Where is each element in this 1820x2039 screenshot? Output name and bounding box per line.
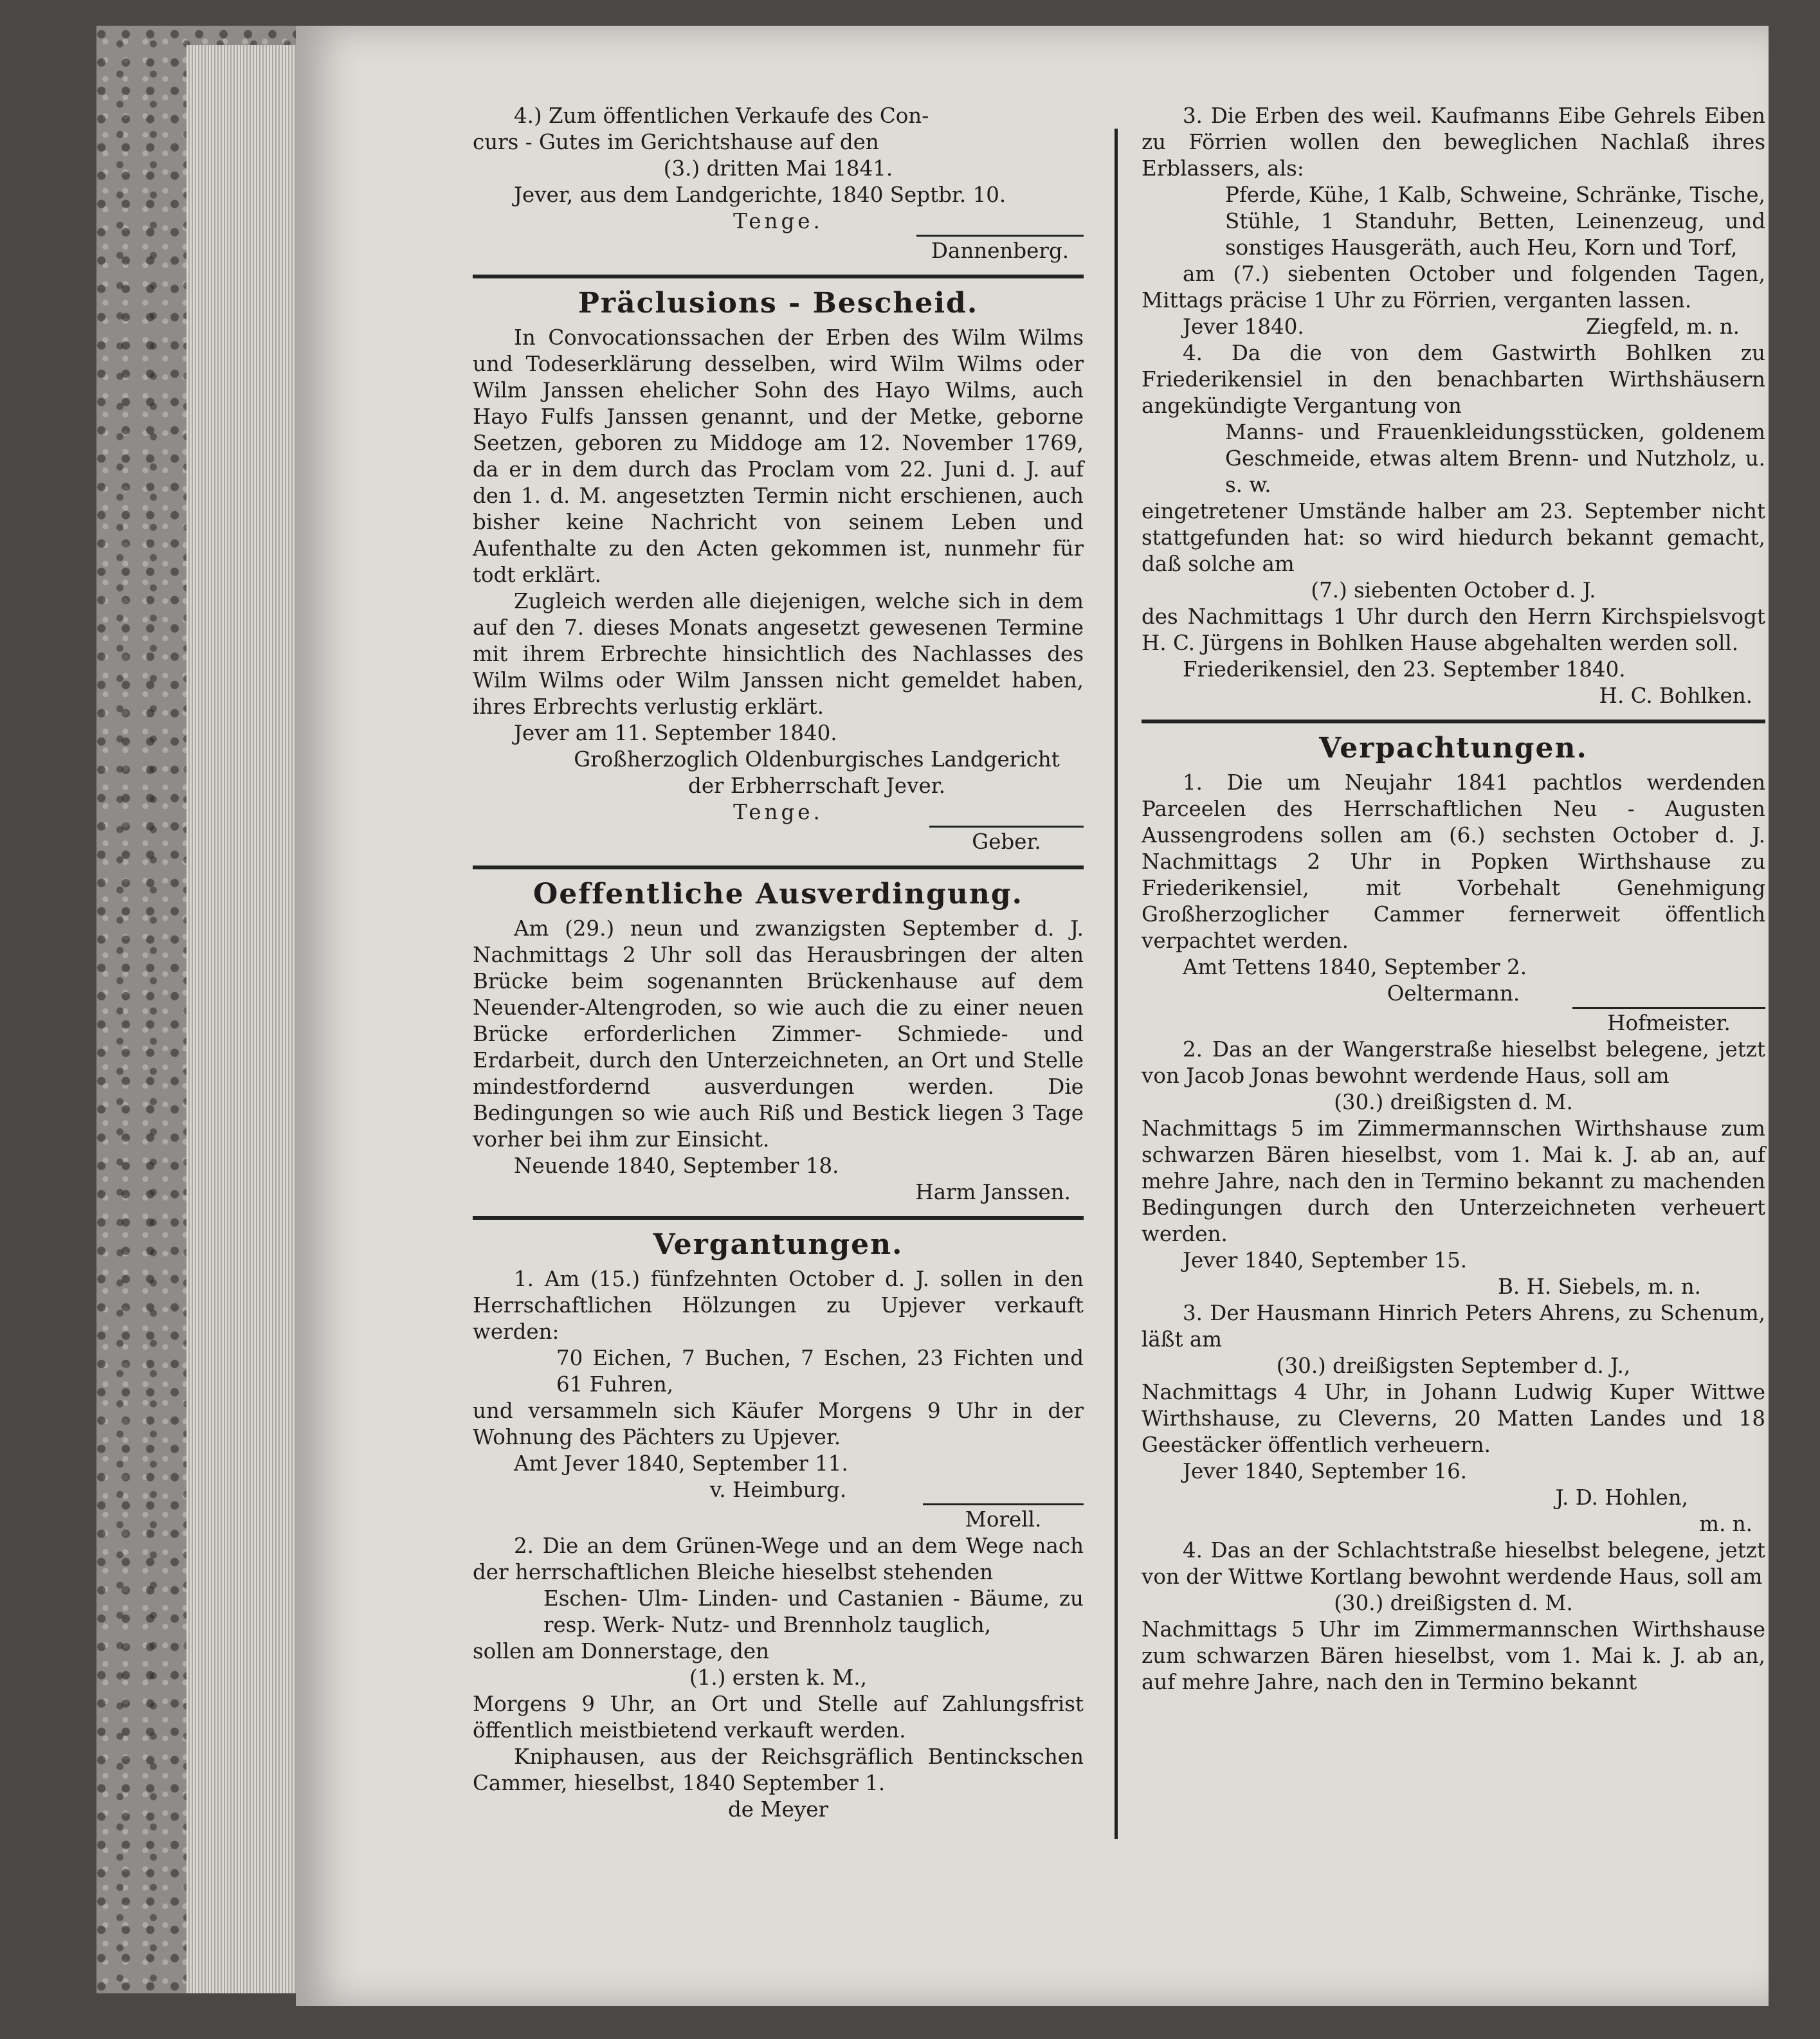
signature: Tenge. xyxy=(733,800,823,824)
paragraph: Morgens 9 Uhr, an Ort und Stelle auf Zahlungsfrist öffentlich meistbietend verkauft werden. xyxy=(473,1692,1084,1743)
signature: Harm Janssen. xyxy=(915,1180,1071,1204)
date-line: Friederikensiel, den 23. September 1840. xyxy=(1183,657,1626,682)
paragraph: und versammeln sich Käufer Morgens 9 Uhr in der Wohnung des Pächters zu Upjever. xyxy=(473,1399,1084,1449)
paragraph: In Convocationssachen der Erben des Wilm Wilms und Todeserklärung desselben, wird Wilm Wilms oder Wilm Janssen ehelicher Sohn des Hayo Wilms, auch Hayo Fulfs Janssen genannt, und der Metke, geborne Seetzen, geboren zu Middoge am 12. November 1769, da er in dem durch das Proclam vom 22. Juni d. J. auf den 1. d. M. angesetzten Termin nicht erschienen, auch bisher keine Nachricht von seinem Leben und Aufenthalte zu den Acten gekommen ist, nunmehr für todt erklärt. xyxy=(473,325,1084,587)
column-divider xyxy=(1115,129,1118,1839)
paragraph: Am (29.) neun und zwanzigsten September d. J. Nachmittags 2 Uhr soll das Herausbringen der alten Brücke beim sogenannten Brückenhause auf dem Neuender-Altengroden, so wie auch die zu einer neuen Brücke erforderlichen Zimmer- Schmiede- und Erdarbeit, durch den Unterzeichneten, an Ort und Stelle mindestfordernd ausverdungen werden. Die Bedingungen so wie auch Riß und Bestick liegen 3 Tage vorher bei ihm zur Einsicht. xyxy=(473,916,1084,1152)
date-line: Amt Tettens 1840, September 2. xyxy=(1183,955,1527,979)
section-heading: Verpachtungen. xyxy=(1319,732,1588,765)
signature: m. n. xyxy=(1699,1512,1752,1536)
item-list: Pferde, Kühe, 1 Kalb, Schweine, Schränke, Tische, Stühle, 1 Standuhr, Betten, Leinenzeug, und sonstiges Hausgeräth, auch Heu, Korn und Torf, xyxy=(1225,183,1765,260)
item-list: Manns- und Frauenkleidungsstücken, goldenem Geschmeide, etwas altem Brenn- und Nutzholz, u. s. w. xyxy=(1225,420,1765,497)
section-heading: Vergantungen. xyxy=(653,1228,904,1261)
date-line: Jever am 11. September 1840. xyxy=(514,721,837,745)
item4-vergantung xyxy=(1142,340,1765,709)
paragraph: 3. Die Erben des weil. Kaufmanns Eibe Gehrels Eiben zu Förrien wollen den beweglichen Nachlaß ihres Erblassers, als: xyxy=(1142,104,1765,181)
right-column xyxy=(1142,103,1765,1696)
date-line: (7.) siebenten October d. J. xyxy=(1311,578,1596,603)
verpachtungen-section xyxy=(1142,730,1765,1696)
date-line: (30.) dreißigsten d. M. xyxy=(1334,1090,1573,1114)
signature: v. Heimburg. xyxy=(709,1478,847,1502)
date-signature-row xyxy=(1142,314,1765,340)
signature: Hofmeister. xyxy=(1572,1007,1765,1037)
date-line: Jever 1840, September 15. xyxy=(1183,1248,1468,1273)
date-line: Jever 1840, September 16. xyxy=(1183,1459,1468,1483)
signature: Oeltermann. xyxy=(1387,981,1520,1006)
paragraph: Nachmittags 4 Uhr, in Johann Ludwig Kuper Wittwe Wirthshause, zu Cleverns, 20 Matten Landes und 18 Geestäcker öffentlich verheuern. xyxy=(1142,1380,1765,1457)
ausverdingung-section xyxy=(473,876,1084,1206)
signature: de Meyer xyxy=(727,1797,828,1822)
section-rule xyxy=(473,865,1084,869)
signature: Geber. xyxy=(929,826,1084,855)
paragraph: des Nachmittags 1 Uhr durch den Herrn Kirchspielsvogt H. C. Jürgens in Bohlken Hause abgehalten werden soll. xyxy=(1142,604,1765,655)
paragraph: Nachmittags 5 Uhr im Zimmermannschen Wirthshause zum schwarzen Bären hieselbst, vom 1. Mai k. J. ab an, auf mehre Jahre, nach den in Termino bekannt xyxy=(1142,1617,1765,1694)
praeclusion-section xyxy=(473,285,1084,855)
paragraph: 1. Am (15.) fünfzehnten October d. J. sollen in den Herrschaftlichen Hölzungen zu Upjever verkauft werden: xyxy=(473,1267,1084,1344)
text-line: Jever, aus dem Landgerichte, 1840 Septbr. 10. xyxy=(514,183,1006,207)
date-line: Jever 1840. xyxy=(1183,314,1304,339)
paragraph: am (7.) siebenten October und folgenden Tagen, Mittags präcise 1 Uhr zu Förrien, verganten lassen. xyxy=(1142,262,1765,313)
paragraph: Zugleich werden alle diejenigen, welche sich in dem auf den 7. dieses Monats angesetzt gewesenen Termine mit ihrem Erbrechte hinsichtlich des Nachlasses des Wilm Wilms oder Wilm Janssen nicht gemeldet haben, ihres Erbrechts verlustig erklärt. xyxy=(473,589,1084,719)
vergantungen-section xyxy=(473,1226,1084,1823)
signature: J. D. Hohlen, xyxy=(1555,1485,1688,1510)
paragraph: 1. Die um Neujahr 1841 pachtlos werdenden Parceelen des Herrschaftlichen Neu - Augusten Aussengrodens sollen am (6.) sechsten October d. J. Nachmittags 2 Uhr in Popken Wirthshause zu Friederikensiel, mit Vorbehalt Genehmigung Großherzoglicher Cammer fernerweit öffentlich verpachtet werden. xyxy=(1142,770,1765,953)
paragraph: 4. Da die von dem Gastwirth Bohlken zu Friederikensiel in den benachbarten Wirthshäusern angekündigte Vergantung von xyxy=(1142,341,1765,418)
date-line: Amt Jever 1840, September 11. xyxy=(514,1451,848,1476)
signature: B. H. Siebels, m. n. xyxy=(1498,1274,1701,1299)
page-edges xyxy=(187,45,309,1993)
left-column xyxy=(473,103,1084,1823)
section-rule xyxy=(473,1216,1084,1220)
paragraph: Nachmittags 5 im Zimmermannschen Wirthshause zum schwarzen Bären hieselbst, vom 1. Mai k. J. ab an, auf mehre Jahre, nach den in Termino bekannt zu machenden Bedingungen durch den Unterzeichneten verheuert werden. xyxy=(1142,1116,1765,1246)
item3-vergantung xyxy=(1142,103,1765,340)
text-line: curs - Gutes im Gerichtshause auf den xyxy=(473,130,879,154)
section-heading: Oeffentliche Ausverdingung. xyxy=(533,878,1023,911)
date-line: (30.) dreißigsten d. M. xyxy=(1334,1591,1573,1615)
text-line: (3.) dritten Mai 1841. xyxy=(663,156,893,181)
place-line: Kniphausen, aus der Reichsgräflich Bentinckschen Cammer, hieselbst, 1840 September 1. xyxy=(473,1744,1084,1795)
item-list: 70 Eichen, 7 Buchen, 7 Eschen, 23 Fichten und 61 Fuhren, xyxy=(556,1346,1084,1397)
paragraph: sollen am Donnerstage, den xyxy=(473,1639,770,1663)
item4-concurs-sale xyxy=(473,103,1084,264)
date-line: (30.) dreißigsten September d. J., xyxy=(1276,1354,1631,1378)
date-line: Neuende 1840, September 18. xyxy=(514,1154,839,1178)
date-line: (1.) ersten k. M., xyxy=(689,1665,867,1690)
paragraph: eingetretener Umstände halber am 23. September nicht stattgefunden hat: so wird hiedurch bekannt gemacht, daß solche am xyxy=(1142,499,1765,576)
paragraph: 2. Die an dem Grünen-Wege und an dem Wege nach der herrschaftlichen Bleiche hieselbst stehenden xyxy=(473,1534,1084,1584)
section-rule xyxy=(1142,720,1765,723)
signature: Morell. xyxy=(923,1503,1084,1533)
court-name: der Erbherrschaft Jever. xyxy=(688,774,945,798)
item-list: Eschen- Ulm- Linden- und Castanien - Bäume, zu resp. Werk- Nutz- und Brennholz tauglich, xyxy=(543,1586,1084,1637)
signature: Ziegfeld, m. n. xyxy=(1586,314,1740,339)
text-line: 4.) Zum öffentlichen Verkaufe des Con- xyxy=(514,104,929,128)
paragraph: 2. Das an der Wangerstraße hieselbst belegene, jetzt von Jacob Jonas bewohnt werdende Haus, soll am xyxy=(1142,1037,1765,1088)
signature: H. C. Bohlken. xyxy=(1599,684,1752,708)
court-name: Großherzoglich Oldenburgisches Landgericht xyxy=(574,747,1060,772)
paragraph: 3. Der Hausmann Hinrich Peters Ahrens, zu Schenum, läßt am xyxy=(1142,1301,1765,1352)
paragraph: 4. Das an der Schlachtstraße hieselbst belegene, jetzt von der Wittwe Kortlang bewohnt werdende Haus, soll am xyxy=(1142,1538,1765,1589)
section-heading: Präclusions - Bescheid. xyxy=(578,287,979,320)
signature: Dannenberg. xyxy=(916,235,1084,264)
signature: Tenge. xyxy=(733,209,823,233)
section-rule xyxy=(473,275,1084,278)
